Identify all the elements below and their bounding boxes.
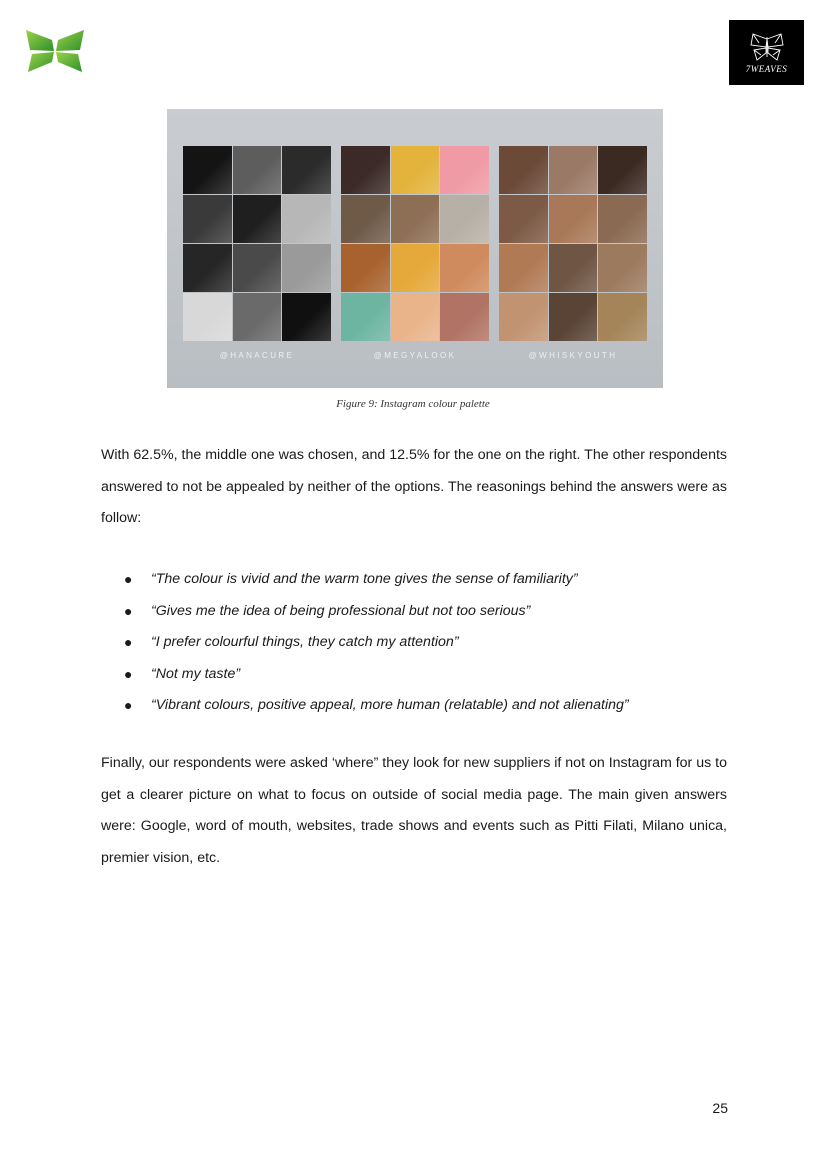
palette-handle-megyalook: @MEGYALOOK [373,351,457,360]
photo-tile [440,195,489,243]
photo-tile [499,244,548,292]
photo-tile [440,244,489,292]
list-item [101,596,727,628]
palette-handle-whiskyouth: @WHISKYOUTH [528,351,618,360]
brand-logo [729,20,804,85]
butterfly-outline-logo-icon [747,31,787,63]
palette-grid-megyalook [341,146,489,341]
photo-tile [183,293,232,341]
palette-handle-hanacure: @HANACURE [219,351,295,360]
list-item [101,564,727,596]
photo-tile [282,293,331,341]
photo-tile [549,293,598,341]
photo-tile [233,293,282,341]
brand-name: 7WEAVES [745,64,788,74]
photo-tile [549,146,598,194]
photo-tile [183,244,232,292]
respondent-quotes-list [101,564,727,722]
quote-text: “I prefer colourful things, they catch my attention” [151,634,459,650]
instagram-palette-figure [167,109,663,388]
body-paragraph-suppliers: Finally, our respondents were asked ‘where” they look for new suppliers if not on Instagram for us to get a clearer picture on what to focus on outside of social media page. The main given answers were: Google, word of mouth, websites, trade shows and events such as Pitti Filati, Milano unica, premier vision, etc. [101,755,727,866]
photo-tile [598,293,647,341]
photo-tile [499,195,548,243]
photo-tile [233,146,282,194]
photo-tile [341,244,390,292]
photo-tile [440,293,489,341]
photo-tile [341,146,390,194]
list-item [101,659,727,691]
quote-text: “Not my taste” [151,665,241,682]
list-item [101,627,727,659]
photo-tile [391,195,440,243]
photo-tile [499,146,548,194]
photo-tile [391,146,440,194]
photo-tile [282,146,331,194]
bullet-icon: ● [124,571,133,587]
palette-grid-hanacure [183,146,331,341]
photo-tile [183,146,232,194]
photo-tile [282,244,331,292]
photo-tile [341,293,390,341]
photo-tile [391,244,440,292]
bullet-icon: ● [124,697,133,713]
photo-tile [598,195,647,243]
bullet-icon: ● [124,602,133,619]
body-paragraph-results: With 62.5%, the middle one was chosen, and 12.5% for the one on the right. The other respondents answered to not be appealed by neither of the options. The reasonings behind the answers were as follow: [101,447,727,526]
quote-text: “The colour is vivid and the warm tone gives the sense of familiarity” [151,571,578,587]
photo-tile [391,293,440,341]
photo-tile [282,195,331,243]
figure-caption: Figure 9: Instagram colour palette [336,398,490,410]
photo-tile [549,244,598,292]
photo-tile [598,146,647,194]
quote-text: “Vibrant colours, positive appeal, more human (relatable) and not alienating” [151,697,629,713]
quote-text: “Gives me the idea of being professional but not too serious” [151,602,531,619]
photo-tile [549,195,598,243]
photo-tile [233,195,282,243]
list-item [101,690,727,722]
palette-grid-whiskyouth [499,146,647,341]
page-number: 25 [712,1100,728,1116]
photo-tile [440,146,489,194]
bullet-icon: ● [124,634,133,650]
photo-tile [233,244,282,292]
photo-tile [499,293,548,341]
bullet-icon: ● [124,665,133,682]
photo-tile [598,244,647,292]
butterfly-green-logo-icon [24,28,86,74]
photo-tile [341,195,390,243]
photo-tile [183,195,232,243]
